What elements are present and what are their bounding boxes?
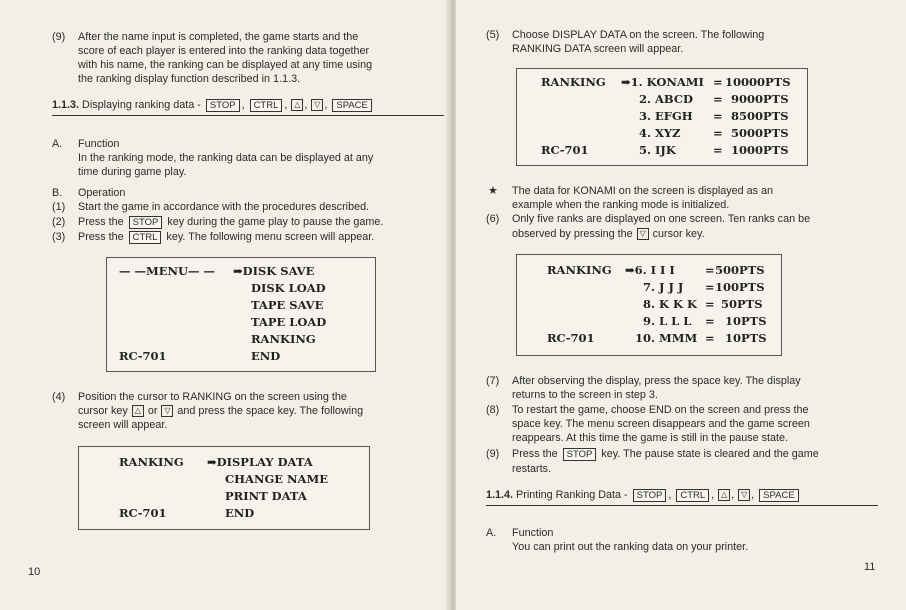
screen1-eq-1: = — [713, 75, 723, 89]
b-label: B. — [52, 187, 63, 199]
step-7-line-2: returns to the screen in step 3. — [512, 389, 658, 401]
screen2-eq-8: = — [705, 297, 715, 311]
space-key: SPACE — [759, 489, 799, 502]
screen1-eq-2: = — [713, 92, 723, 106]
screen2-eq-10: = — [705, 331, 715, 345]
section-underline — [52, 115, 444, 116]
screen2-pts-7: 100PTS — [715, 280, 765, 294]
screen1-rank-1: ➡1. KONAMI — [621, 75, 704, 89]
b-title: Operation — [78, 187, 126, 199]
right-page — [456, 0, 906, 610]
note-star-icon: ★ — [488, 185, 498, 197]
step-6-line-1: Only five ranks are displayed on one screen. Ten ranks can be — [512, 213, 811, 225]
step-6-line-2a: observed by pressing the — [512, 228, 633, 240]
ranking-item-end: END — [225, 506, 255, 520]
page-number-left: 10 — [28, 566, 41, 578]
ranking-item-change-name: CHANGE NAME — [225, 472, 328, 486]
op-2-number: (2) — [52, 216, 66, 228]
down-key-icon: ▽ — [311, 99, 323, 111]
screen2-pts-6: 500PTS — [715, 263, 765, 277]
screen1-rank-3: 3. EFGH — [639, 109, 693, 123]
a-title: Function — [78, 138, 120, 150]
section-number: 1.1.3. — [52, 99, 80, 111]
menu-item-tape-load: TAPE LOAD — [251, 315, 327, 329]
step-8-line-2: space key. The menu screen disappears and the game screen — [512, 418, 810, 430]
menu-item-ranking: RANKING — [251, 332, 316, 346]
step-9r-post: key. The pause state is cleared and the game — [601, 448, 819, 460]
screen2-eq-9: = — [705, 314, 715, 328]
screen1-code: RC-701 — [541, 143, 589, 157]
op-3-post: key. The following menu screen will appear. — [166, 231, 375, 243]
menu-item-disk-load: DISK LOAD — [251, 281, 326, 295]
step-8-line-1: To restart the game, choose END on the screen and press the — [512, 404, 809, 416]
up-key-icon: △ — [132, 405, 144, 417]
ranking-menu-screen — [78, 446, 370, 530]
step-7-number: (7) — [486, 375, 500, 387]
down-key-icon: ▽ — [637, 228, 649, 240]
op-1-text: Start the game in accordance with the procedures described. — [78, 201, 370, 213]
a-line-1: In the ranking mode, the ranking data can be displayed at any — [78, 152, 374, 164]
screen2-eq-7: = — [705, 280, 715, 294]
page-number-right: 11 — [864, 561, 876, 573]
op-2-pre: Press the — [78, 216, 124, 228]
screen2-rank-6: ➡6. I I I — [625, 263, 675, 277]
step-9-line-4: the ranking display function described in 1.1.3. — [78, 73, 301, 85]
screen2-pts-9: 10PTS — [725, 314, 767, 328]
section-heading: 1.1.3. Displaying ranking data - STOP , CTRL , △ , ▽ , SPACE — [52, 98, 374, 112]
ranking-menu-code: RC-701 — [119, 506, 167, 520]
a-label: A. — [52, 138, 63, 150]
step-9-line-2: score of each player is entered into the ranking data together — [78, 45, 370, 57]
a2-line: You can print out the ranking data on your printer. — [512, 541, 749, 553]
a2-title: Function — [512, 527, 554, 539]
screen1-pts-1: 10000PTS — [725, 75, 791, 89]
note-line-2: example when the ranking mode is initialized. — [512, 199, 730, 211]
screen1-eq-3: = — [713, 109, 723, 123]
section-title-2: Printing Ranking Data - — [516, 489, 628, 501]
space-key: SPACE — [332, 99, 372, 112]
stop-key: STOP — [206, 99, 240, 112]
op-1-number: (1) — [52, 201, 66, 213]
menu-code: RC-701 — [119, 349, 167, 363]
step-4-line-1: Position the cursor to RANKING on the screen using the — [78, 391, 347, 403]
ranking-menu-title: RANKING — [119, 455, 184, 469]
step-9-line-1: After the name input is completed, the game starts and the — [78, 31, 359, 43]
up-key-icon: △ — [718, 489, 730, 501]
stop-key: STOP — [563, 448, 597, 461]
step-7-line-1: After observing the display, press the space key. The display — [512, 375, 801, 387]
step-8-line-3: reappears. At this time the game is still in the pause state. — [512, 432, 789, 444]
screen2-rank-8: 8. K K K — [643, 297, 698, 311]
ranking-item-print-data: PRINT DATA — [225, 489, 307, 503]
ranking-item-display-data: ➡DISPLAY DATA — [207, 455, 313, 469]
screen1-pts-2: 9000PTS — [731, 92, 789, 106]
step-5-line-2: RANKING DATA screen will appear. — [512, 43, 684, 55]
step-4-line-3: screen will appear. — [78, 419, 168, 431]
screen1-pts-3: 8500PTS — [731, 109, 789, 123]
a2-label: A. — [486, 527, 497, 539]
ctrl-key: CTRL — [250, 99, 283, 112]
screen2-rank-10: 10. MMM — [635, 331, 698, 345]
screen2-code: RC-701 — [547, 331, 595, 345]
menu-screen — [106, 257, 376, 372]
screen1-pts-5: 1000PTS — [731, 143, 789, 157]
screen1-pts-4: 5000PTS — [731, 126, 789, 140]
step-8-number: (8) — [486, 404, 500, 416]
op-3-text — [78, 230, 374, 244]
screen1-rank-2: 2. ABCD — [639, 92, 693, 106]
step-6-number: (6) — [486, 213, 500, 225]
step-6-line-2b: cursor key. — [652, 228, 705, 240]
ranking-data-screen-1 — [516, 68, 808, 166]
screen1-title: RANKING — [541, 75, 606, 89]
left-page — [0, 0, 452, 610]
menu-item-disk-save: ➡DISK SAVE — [233, 264, 315, 278]
section-heading-2: 1.1.4. Printing Ranking Data - STOP , CTRL , △ , ▽ , SPACE — [486, 488, 801, 502]
ctrl-key: CTRL — [676, 489, 709, 502]
step-4-line-2b: and press the space key. The following — [177, 405, 364, 417]
up-key-icon: △ — [291, 99, 303, 111]
screen1-eq-5: = — [713, 143, 723, 157]
step-5-number: (5) — [486, 29, 500, 41]
step-4-or: or — [147, 405, 158, 417]
a-line-2: time during game play. — [78, 166, 187, 178]
screen1-rank-4: 4. XYZ — [639, 126, 681, 140]
screen2-pts-8: 50PTS — [721, 297, 763, 311]
down-key-icon: ▽ — [738, 489, 750, 501]
op-3-pre: Press the — [78, 231, 124, 243]
section-underline-2 — [486, 505, 878, 506]
stop-key: STOP — [633, 489, 667, 502]
screen2-eq-6: = — [705, 263, 715, 277]
step-4-line-2 — [78, 404, 363, 418]
step-4-line-2a: cursor key — [78, 405, 128, 417]
note-line-1: The data for KONAMI on the screen is displayed as an — [512, 185, 774, 197]
menu-item-end: END — [251, 349, 281, 363]
screen2-rank-9: 9. L L L — [643, 314, 692, 328]
step-4-number: (4) — [52, 391, 66, 403]
screen1-eq-4: = — [713, 126, 723, 140]
section-title: Displaying ranking data - — [82, 99, 201, 111]
menu-title: — —MENU— — — [119, 264, 216, 278]
step-5-line-1: Choose DISPLAY DATA on the screen. The following — [512, 29, 765, 41]
ranking-data-screen-2 — [516, 254, 782, 356]
stop-key: STOP — [129, 216, 163, 229]
step-9-number: (9) — [52, 31, 66, 43]
step-6-line-2 — [512, 227, 705, 241]
op-2-post: key during the game play to pause the game. — [167, 216, 384, 228]
screen2-title: RANKING — [547, 263, 612, 277]
op-2-text — [78, 215, 383, 229]
screen1-rank-5: 5. IJK — [639, 143, 676, 157]
screen2-pts-10: 10PTS — [725, 331, 767, 345]
ctrl-key: CTRL — [129, 231, 162, 244]
op-3-number: (3) — [52, 231, 66, 243]
down-key-icon: ▽ — [161, 405, 173, 417]
step-9r-pre: Press the — [512, 448, 558, 460]
step-9r-line-1 — [512, 447, 819, 461]
menu-item-tape-save: TAPE SAVE — [251, 298, 324, 312]
step-9r-number: (9) — [486, 448, 500, 460]
screen2-rank-7: 7. J J J — [643, 280, 684, 294]
step-9-line-3: with his name, the ranking can be displayed at any time using — [78, 59, 373, 71]
section-number-2: 1.1.4. — [486, 489, 514, 501]
step-9r-line-2: restarts. — [512, 463, 551, 475]
